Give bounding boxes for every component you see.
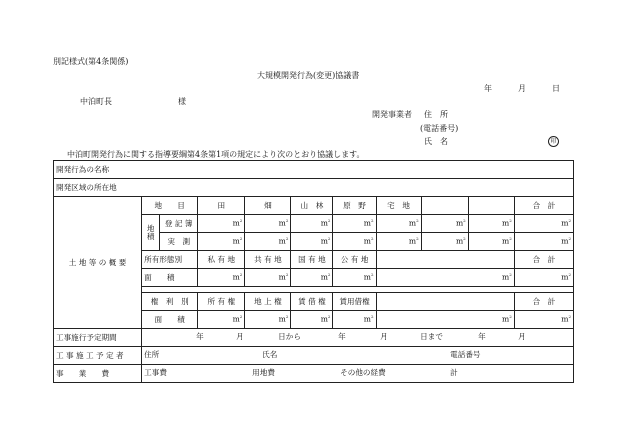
date-year: 年 [484, 84, 492, 93]
area-label: 地 積 [142, 215, 160, 251]
addressee: 中泊町長 [80, 97, 112, 106]
seal-mark [548, 136, 559, 147]
ownership-type-cell: 国 有 地 [291, 251, 333, 269]
rights-area-label: 面 積 [142, 311, 198, 329]
survey-area-field[interactable]: $m^2$ [333, 233, 376, 251]
rights-area-field[interactable]: $m^2$ [376, 311, 514, 329]
ownership-type-total: 合 計 [514, 251, 573, 269]
land-type-cell [468, 197, 514, 215]
dev-name-row [54, 161, 574, 179]
period-from: 日から [278, 332, 301, 341]
rights-area-field[interactable]: $m^2$ [333, 311, 376, 329]
registry-area-total[interactable]: $m^2$ [514, 215, 573, 233]
survey-area-field[interactable]: $m^2$ [468, 233, 514, 251]
ownership-area-field[interactable]: $m^2$ [376, 269, 514, 287]
land-type-row [54, 197, 574, 215]
honorific: 様 [178, 97, 186, 106]
name-label: 氏 名 [424, 137, 448, 146]
survey-area-field[interactable]: $m^2$ [198, 233, 245, 251]
dev-location-row [54, 179, 574, 197]
registry-area-field[interactable]: $m^2$ [421, 215, 468, 233]
contractor-phone-label: 電話番号 [450, 350, 481, 359]
survey-area-field[interactable]: $m^2$ [291, 233, 333, 251]
registry-area-field[interactable]: $m^2$ [198, 215, 245, 233]
registry-area-field[interactable]: $m^2$ [291, 215, 333, 233]
land-type-cell: 原 野 [333, 197, 376, 215]
phone-label: (電話番号) [420, 124, 459, 133]
cost-label: 事 業 費 [54, 365, 142, 383]
period-to: 日まで [420, 332, 443, 341]
rights-type-total: 合 計 [514, 293, 573, 311]
dev-name-label: 開発行為の名称 [54, 161, 574, 179]
rights-area-field[interactable]: $m^2$ [291, 311, 333, 329]
ownership-type-cell [376, 251, 514, 269]
cost-construction-label: 工事費 [144, 368, 167, 377]
period-field[interactable] [142, 329, 574, 347]
cost-other-label: その他の経費 [340, 368, 386, 377]
contractor-field[interactable] [142, 347, 574, 365]
form-reference: 別記様式(第4条関係) [53, 57, 129, 66]
chimoku-label: 地 目 [142, 197, 198, 215]
cost-total-label: 計 [450, 368, 458, 377]
contractor-address-label: 住所 [144, 350, 160, 359]
rights-label: 権 利 別 [142, 293, 198, 311]
address-label: 住 所 [424, 110, 448, 119]
period-end-year: 年 [338, 332, 346, 341]
page-title: 大規模開発行為(変更)協議書 [257, 71, 360, 80]
rights-type-cell: 所 有 権 [198, 293, 245, 311]
land-type-cell: 田 [198, 197, 245, 215]
land-overview-label: 土 地 等 の 概 要 [54, 197, 142, 329]
ownership-area-label: 面 積 [142, 269, 198, 287]
contractor-row [54, 347, 574, 365]
registry-area-field[interactable]: $m^2$ [468, 215, 514, 233]
date-day: 日 [552, 84, 560, 93]
registry-label: 登 記 簿 [160, 215, 198, 233]
ownership-area-field[interactable]: $m^2$ [198, 269, 245, 287]
contractor-label: 工 事 施 工 予 定 者 [54, 347, 142, 365]
land-type-cell: 畑 [245, 197, 291, 215]
period-row [54, 329, 574, 347]
survey-area-field[interactable]: $m^2$ [245, 233, 291, 251]
ownership-area-field[interactable]: $m^2$ [291, 269, 333, 287]
developer-label: 開発事業者 [372, 110, 412, 119]
ownership-type-cell: 公 有 地 [333, 251, 376, 269]
contractor-name-label: 氏名 [262, 350, 278, 359]
rights-type-cell: 地 上 権 [245, 293, 291, 311]
cost-row [54, 365, 574, 383]
seal-icon: 印 [548, 136, 559, 147]
statement-text: 中泊町開発行為に関する指導要綱第4条第1項の規定により次のとおり協議します。 [67, 150, 365, 159]
rights-type-cell [376, 293, 514, 311]
rights-type-cell: 賃用借権 [333, 293, 376, 311]
application-table [53, 160, 574, 383]
ownership-area-field[interactable]: $m^2$ [245, 269, 291, 287]
date-month: 月 [518, 84, 526, 93]
ownership-area-total[interactable]: $m^2$ [514, 269, 573, 287]
ownership-type-cell: 私 有 地 [198, 251, 245, 269]
survey-label: 実 測 [160, 233, 198, 251]
land-type-total: 合 計 [514, 197, 573, 215]
ownership-type-cell: 共 有 地 [245, 251, 291, 269]
rights-area-field[interactable]: $m^2$ [198, 311, 245, 329]
period-duration-year: 年 [478, 332, 486, 341]
land-type-cell [421, 197, 468, 215]
period-start-year: 年 [196, 332, 204, 341]
rights-area-field[interactable]: $m^2$ [245, 311, 291, 329]
period-label: 工事施行予定期間 [54, 329, 142, 347]
cost-land-label: 用地費 [252, 368, 275, 377]
period-start-month: 月 [236, 332, 244, 341]
ownership-area-field[interactable]: $m^2$ [333, 269, 376, 287]
survey-area-field[interactable]: $m^2$ [376, 233, 421, 251]
ownership-label: 所有形態別 [142, 251, 198, 269]
period-duration-month: 月 [518, 332, 526, 341]
land-type-cell: 宅 地 [376, 197, 421, 215]
survey-area-total[interactable]: $m^2$ [514, 233, 573, 251]
registry-area-field[interactable]: $m^2$ [376, 215, 421, 233]
rights-area-total[interactable]: $m^2$ [514, 311, 573, 329]
registry-area-field[interactable]: $m^2$ [245, 215, 291, 233]
registry-area-field[interactable]: $m^2$ [333, 215, 376, 233]
cost-field[interactable] [142, 365, 574, 383]
rights-type-cell: 賃 借 権 [291, 293, 333, 311]
period-end-month: 月 [380, 332, 388, 341]
survey-area-field[interactable]: $m^2$ [421, 233, 468, 251]
land-type-cell: 山 林 [291, 197, 333, 215]
dev-location-label: 開発区域の所在地 [54, 179, 574, 197]
